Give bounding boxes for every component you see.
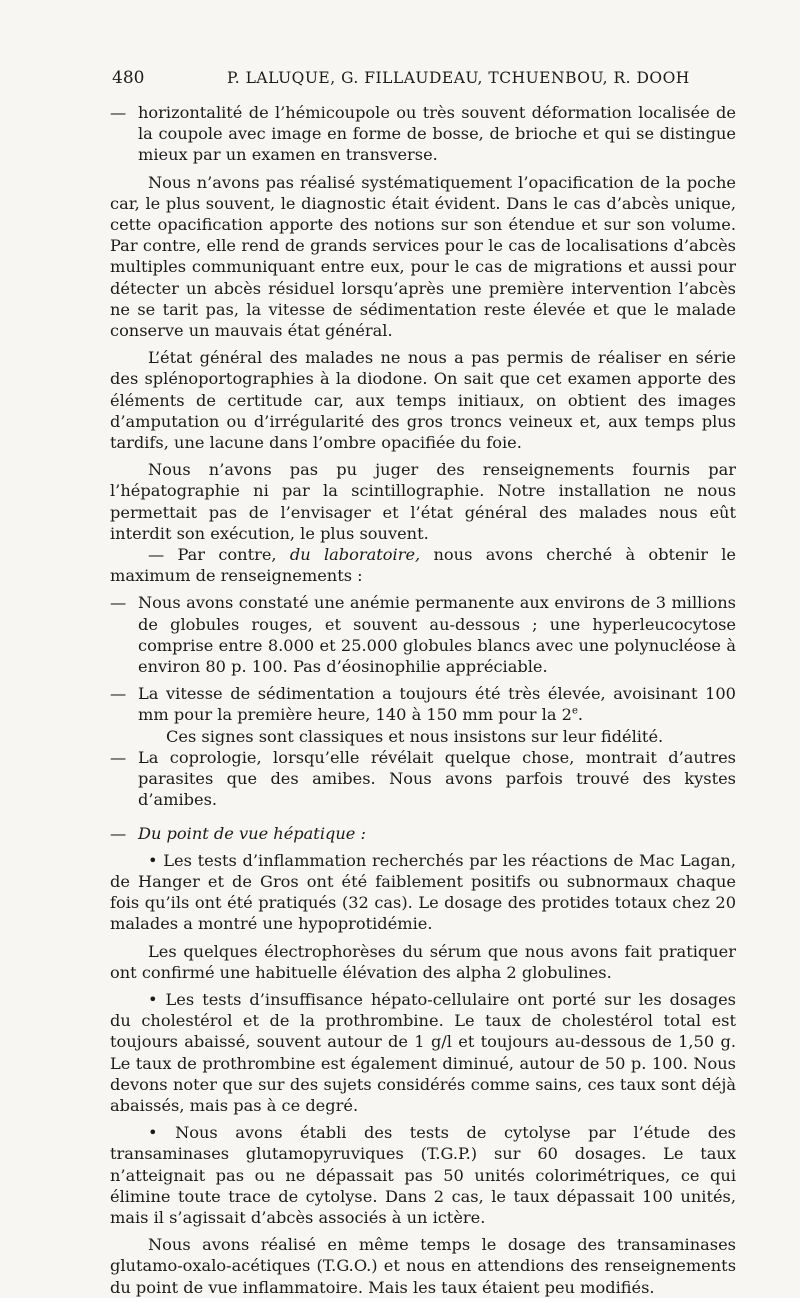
dash-marker: — [110,593,127,613]
paragraph-splenoportography: L’état général des malades ne nous a pas permis de réaliser en série des splénoportographies à la diodone. On sait que cet examen apporte des éléments de certitude car, aux temps initiaux, on obtient des images d’amputation ou d’irrégularité des gros troncs veineux et, aux temps plus tardifs, une lacune dans l’ombre opacifiée du foie. [110,348,736,453]
paragraph-signs: Ces signes sont classiques et nous insistons sur leur fidélité. [166,726,664,746]
dash-marker: — [110,747,127,767]
paragraph-tgo: Nous avons réalisé en même temps le dosage des transaminases glutamo-oxalo-acétiques (T.G.O.) et nous en attendions des renseignements du point de vue inflammatoire. Mais les taux étaient peu modifiés. [110,1235,736,1297]
paragraph-cytolysis: • Nous avons établi des tests de cytolyse par l’étude des transaminases glutamopyruviques (T.G.P.) sur 60 dosages. Le taux n’atteignait pas ou ne dépassait pas 50 unités colorimétriques, ce qui élimine toute trace de cytolyse. Dans 2 cas, le taux dépassait 100 unités, mais il s’agissait d’abcès associés à un ictère. [110,1123,736,1227]
paragraph-hepatocellular: • Les tests d’insuffisance hépato-cellulaire ont porté sur les dosages du cholestérol et de la prothrombine. Le taux de cholestérol total est toujours abaissé, souvent autour de 1 g/l et toujours au-dessous de 1,50 g. Le taux de prothrombine est également diminué, autour de 50 p. 100. Nous devons noter que sur des sujets considérés comme sains, ces taux sont déjà abaissés, mais pas à ce degré. [110,989,736,1115]
paragraph-laboratory-intro: — Par contre, du laboratoire, nous avons cherché à obtenir le maximum de renseignements : [110,545,736,586]
paragraph-inflammation-tests: • Les tests d’inflammation recherchés par les réactions de Mac Lagan, de Hanger et de Gros ont été faiblement positifs ou subnormaux chaque fois qu’ils ont été pratiqués (32 cas). Le dosage des protides totaux chez 20 malades a montré une hypoprotidémie. [110,850,736,934]
section-heading-hepatic: — Du point de vue hépatique : [110,823,366,843]
paragraph-hepatography: Nous n’avons pas pu juger des renseignements fournis par l’hépatographie ni par la scintillographie. Notre installation ne nous permettait pas de l’envisager et l’état général des malades nous eût interdit son exécution, le plus souvent. [110,460,736,543]
paragraph-electrophoresis: Les quelques électrophorèses du sérum que nous avons fait pratiquer ont confirmé une habituelle élévation des alpha 2 globulines. [110,941,736,982]
running-header [112,68,742,92]
list-item-coprology: — La coprologie, lorsqu’elle révélait quelque chose, montrait d’autres parasites que des amibes. Nous avons parfois trouvé des kystes d’amibes. [110,747,736,810]
article-body [110,102,736,1298]
paragraph-continued-dash: — horizontalité de l’hémicoupole ou très souvent déformation localisée de la coupole avec image en forme de bosse, de brioche et qui se distingue mieux par un examen en transverse. [110,103,736,165]
dash-marker: — [110,684,127,704]
list-item-anemia: — Nous avons constaté une anémie permanente aux environs de 3 millions de globules rouges, et souvent au-dessous ; une hyperleucocytose comprise entre 8.000 et 25.000 globules blancs avec une polynucléose à environ 80 p. 100. Pas d’éosinophilie appréciable. [110,593,736,677]
paragraph-opacification: Nous n’avons pas réalisé systématiquement l’opacification de la poche car, le plus souvent, le diagnostic était évident. Dans le cas d’abcès unique, cette opacification apporte des notions sur son étendue et sur son volume. Par contre, elle rend de grands services pour le cas de localisations d’abcès multiples communiquant entre eux, pour le cas de migrations et aussi pour détecter un abcès résiduel lorsqu’après une première intervention l’abcès ne se tarit pas, la vitesse de sédimentation reste élevée et que le malade conserve un mauvais état général. [110,172,736,341]
list-item-sedimentation: — La vitesse de sédimentation a toujours été très élevée, avoisinant 100 mm pour la première heure, 140 à 150 mm pour la 2e. [110,684,736,725]
page-number: 480 [112,68,145,88]
dash-marker: — [110,103,127,122]
dash-marker: — [110,823,127,843]
header-authors: P. LALUQUE, G. FILLAUDEAU, TCHUENBOU, R. DOOH [227,69,690,87]
laboratory-emphasis: du laboratoire, [289,545,421,565]
